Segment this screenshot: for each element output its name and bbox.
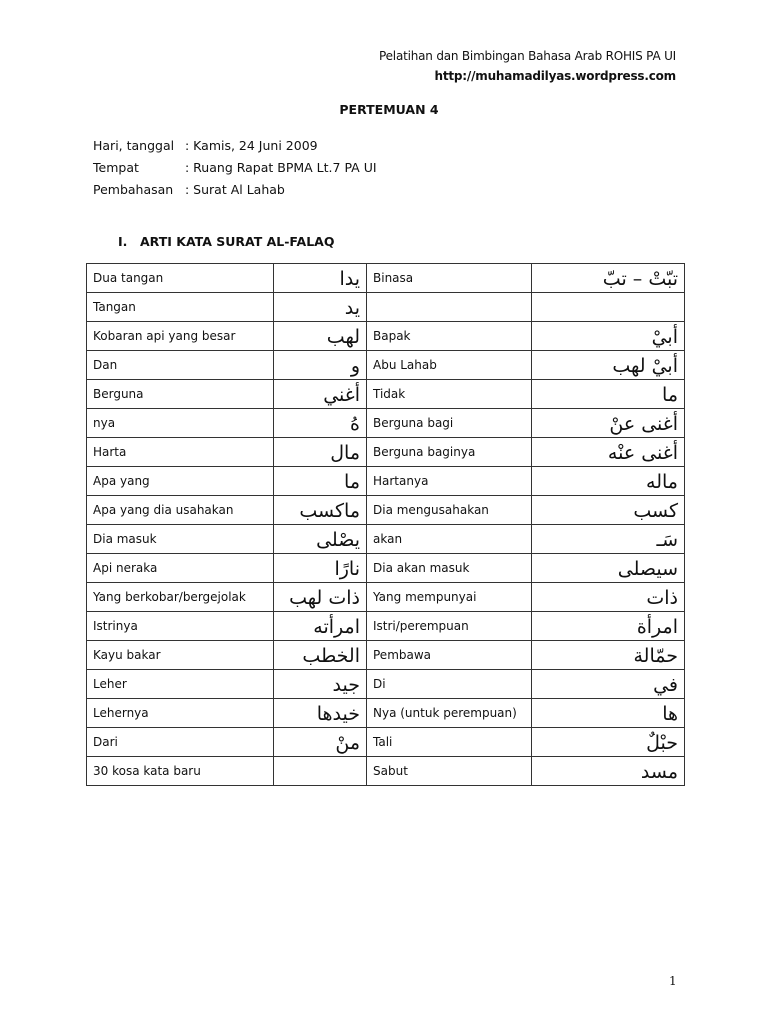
header-url: http://muhamadilyas.wordpress.com (434, 69, 676, 83)
arabic-word-cell (532, 293, 685, 322)
indonesian-word-cell: Abu Lahab (367, 351, 532, 380)
indonesian-word-cell: Tangan (87, 293, 274, 322)
indonesian-word-cell: Bapak (367, 322, 532, 351)
arabic-word-cell: امرأته (274, 612, 367, 641)
meta-label: Hari, tanggal (93, 138, 175, 153)
indonesian-word-cell: Dari (87, 728, 274, 757)
indonesian-word-cell: Pembawa (367, 641, 532, 670)
section-number: I. (118, 234, 128, 249)
indonesian-word-cell: Berguna (87, 380, 274, 409)
meta-row-place (93, 157, 377, 179)
arabic-word-cell (274, 757, 367, 786)
indonesian-word-cell: Apa yang dia usahakan (87, 496, 274, 525)
table-row (87, 467, 685, 496)
meta-row-topic (93, 179, 377, 201)
arabic-word-cell: هُ (274, 409, 367, 438)
page-number: 1 (669, 974, 677, 988)
arabic-word-cell: ها (532, 699, 685, 728)
arabic-word-cell: أغنى عنْه (532, 438, 685, 467)
indonesian-word-cell: Istri/perempuan (367, 612, 532, 641)
arabic-word-cell: حمّالة (532, 641, 685, 670)
indonesian-word-cell: Berguna baginya (367, 438, 532, 467)
indonesian-word-cell: Dan (87, 351, 274, 380)
document-title: PERTEMUAN 4 (339, 102, 439, 117)
indonesian-word-cell (367, 293, 532, 322)
meta-row-date (93, 135, 377, 157)
meta-value: : Kamis, 24 Juni 2009 (185, 138, 318, 153)
arabic-word-cell: يد (274, 293, 367, 322)
header-course-title: Pelatihan dan Bimbingan Bahasa Arab ROHIS PA UI (379, 49, 676, 63)
arabic-word-cell: أغنى عنْ (532, 409, 685, 438)
indonesian-word-cell: Di (367, 670, 532, 699)
arabic-word-cell: ذات (532, 583, 685, 612)
arabic-word-cell: أبيْ لهب (532, 351, 685, 380)
indonesian-word-cell: Nya (untuk perempuan) (367, 699, 532, 728)
indonesian-word-cell: Yang mempunyai (367, 583, 532, 612)
arabic-word-cell: نارًا (274, 554, 367, 583)
arabic-word-cell: كسب (532, 496, 685, 525)
arabic-word-cell: ماله (532, 467, 685, 496)
arabic-word-cell: ما (532, 380, 685, 409)
meta-value: : Ruang Rapat BPMA Lt.7 PA UI (185, 160, 377, 175)
meta-label: Tempat (93, 160, 139, 175)
indonesian-word-cell: Kobaran api yang besar (87, 322, 274, 351)
arabic-word-cell: ذات لهب (274, 583, 367, 612)
indonesian-word-cell: Tali (367, 728, 532, 757)
arabic-word-cell: امرأة (532, 612, 685, 641)
indonesian-word-cell: Kayu bakar (87, 641, 274, 670)
meta-label: Pembahasan (93, 182, 174, 197)
table-row (87, 612, 685, 641)
table-row (87, 264, 685, 293)
table-row (87, 699, 685, 728)
arabic-word-cell: أغني (274, 380, 367, 409)
table-row (87, 554, 685, 583)
arabic-word-cell: سَـ (532, 525, 685, 554)
table-row (87, 757, 685, 786)
arabic-word-cell: حبْلٌ (532, 728, 685, 757)
table-row (87, 670, 685, 699)
table-row (87, 293, 685, 322)
arabic-word-cell: مال (274, 438, 367, 467)
arabic-word-cell: مسد (532, 757, 685, 786)
table-row (87, 409, 685, 438)
indonesian-word-cell: Harta (87, 438, 274, 467)
indonesian-word-cell: 30 kosa kata baru (87, 757, 274, 786)
arabic-word-cell: الخطب (274, 641, 367, 670)
indonesian-word-cell: Leher (87, 670, 274, 699)
arabic-word-cell: جيد (274, 670, 367, 699)
indonesian-word-cell: Tidak (367, 380, 532, 409)
indonesian-word-cell: Sabut (367, 757, 532, 786)
table-row (87, 438, 685, 467)
arabic-word-cell: منْ (274, 728, 367, 757)
meeting-info (93, 135, 377, 201)
arabic-word-cell: و (274, 351, 367, 380)
indonesian-word-cell: Dia akan masuk (367, 554, 532, 583)
indonesian-word-cell: Istrinya (87, 612, 274, 641)
arabic-word-cell: أبيْ (532, 322, 685, 351)
table-row (87, 583, 685, 612)
table-row (87, 351, 685, 380)
indonesian-word-cell: Api neraka (87, 554, 274, 583)
table-row (87, 380, 685, 409)
section-title: ARTI KATA SURAT AL-FALAQ (140, 234, 335, 249)
vocabulary-table-body (87, 264, 685, 786)
table-row (87, 496, 685, 525)
section-heading (118, 234, 334, 249)
arabic-word-cell: ما (274, 467, 367, 496)
meta-value: : Surat Al Lahab (185, 182, 285, 197)
indonesian-word-cell: Dia masuk (87, 525, 274, 554)
arabic-word-cell: سيصلى (532, 554, 685, 583)
table-row (87, 525, 685, 554)
table-row (87, 322, 685, 351)
indonesian-word-cell: Apa yang (87, 467, 274, 496)
indonesian-word-cell: nya (87, 409, 274, 438)
arabic-word-cell: خيدها (274, 699, 367, 728)
indonesian-word-cell: Binasa (367, 264, 532, 293)
indonesian-word-cell: akan (367, 525, 532, 554)
arabic-word-cell: لهب (274, 322, 367, 351)
indonesian-word-cell: Dua tangan (87, 264, 274, 293)
indonesian-word-cell: Berguna bagi (367, 409, 532, 438)
arabic-word-cell: تبّتْ – تبّ (532, 264, 685, 293)
arabic-word-cell: ماكسب (274, 496, 367, 525)
indonesian-word-cell: Hartanya (367, 467, 532, 496)
indonesian-word-cell: Yang berkobar/bergejolak (87, 583, 274, 612)
vocabulary-table (86, 263, 685, 786)
arabic-word-cell: يصْلى (274, 525, 367, 554)
arabic-word-cell: في (532, 670, 685, 699)
arabic-word-cell: يدا (274, 264, 367, 293)
indonesian-word-cell: Lehernya (87, 699, 274, 728)
table-row (87, 728, 685, 757)
table-row (87, 641, 685, 670)
indonesian-word-cell: Dia mengusahakan (367, 496, 532, 525)
page-header (379, 46, 676, 86)
